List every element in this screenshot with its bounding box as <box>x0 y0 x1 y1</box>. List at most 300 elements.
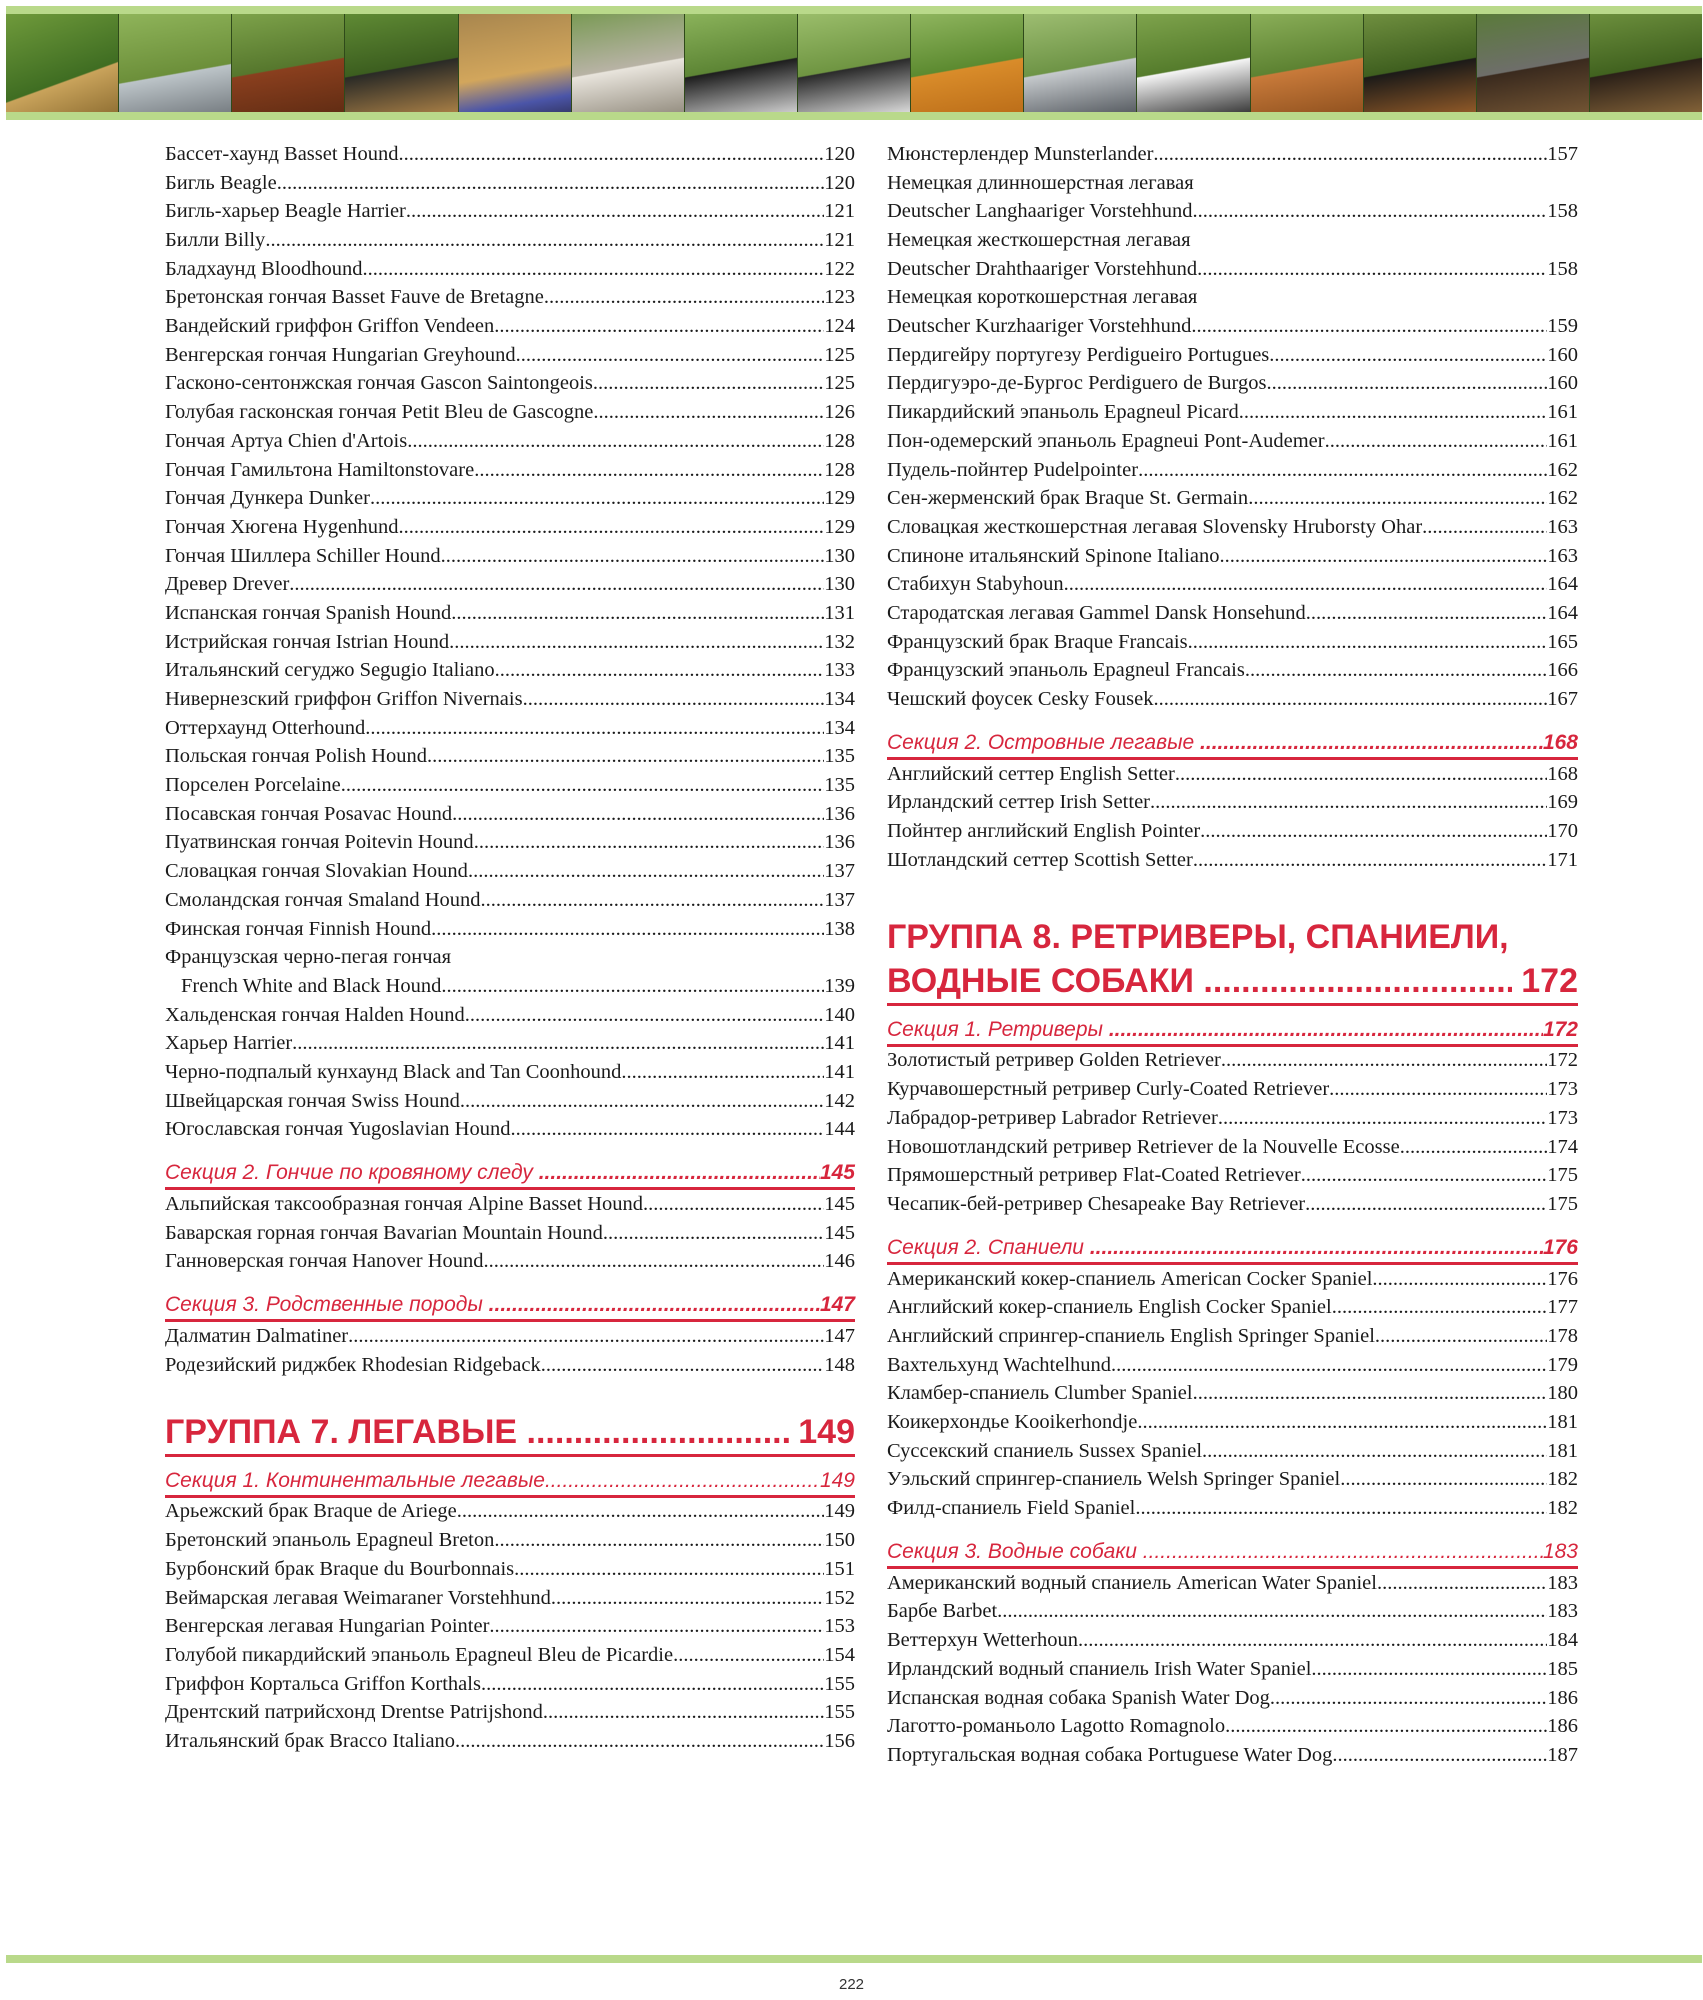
entry-page: 162 <box>1547 487 1578 510</box>
entry-page: 177 <box>1547 1296 1578 1319</box>
entry-title: Словацкая гончая Slovakian Hound <box>165 860 468 883</box>
entry-title: Deutscher Drahthaariger Vorstehhund <box>887 257 1198 280</box>
group-heading-retrievers[interactable]: ГРУППА 8. РЕТРИВЕРЫ, СПАНИЕЛИ, ВОДНЫЕ СОБАКИ ..... 172 <box>887 915 1578 1006</box>
entry-page: 154 <box>824 1643 855 1666</box>
entry-page: 134 <box>824 716 855 739</box>
toc-entry[interactable] <box>887 628 1578 657</box>
toc-entry[interactable] <box>887 599 1578 628</box>
toc-entry[interactable] <box>887 484 1578 513</box>
entry-title: Истрийская гончая Istrian Hound <box>165 630 450 653</box>
header-photo-strip <box>6 14 1702 120</box>
toc-entry[interactable] <box>887 570 1578 599</box>
entry-page: 132 <box>824 630 855 653</box>
toc-entry[interactable] <box>165 742 855 771</box>
toc-entry[interactable] <box>887 1465 1578 1494</box>
toc-entry[interactable] <box>887 140 1578 169</box>
entry-page: 161 <box>1547 429 1578 452</box>
entry-title: Вандейский гриффон Griffon Vendeen <box>165 315 495 338</box>
entry-title: Лаготто-романьоло Lagotto Romagnolo <box>887 1715 1226 1738</box>
toc-entry[interactable] <box>887 1379 1578 1408</box>
entry-page: 131 <box>824 601 855 624</box>
entry-title: Французский эпаньоль Epagneul Francais <box>887 659 1245 682</box>
dog-photo <box>1024 14 1137 120</box>
entry-title: Бретонская гончая Basset Fauve de Bretagne <box>165 286 544 309</box>
entry-title: Испанская гончая Spanish Hound <box>165 601 452 624</box>
entry-page: 160 <box>1547 343 1578 366</box>
toc-entry[interactable] <box>165 1698 855 1727</box>
entry-page: 152 <box>824 1586 855 1609</box>
entry-title: Барбе Barbet <box>887 1600 998 1623</box>
entry-page: 123 <box>824 286 855 309</box>
toc-entry[interactable] <box>165 197 855 226</box>
entry-page: 179 <box>1547 1353 1578 1376</box>
dog-photo <box>1137 14 1250 120</box>
dog-photo <box>572 14 685 120</box>
entry-title: Стабихун Stabyhoun <box>887 573 1064 596</box>
entry-title: Бретонский эпаньоль Epagneul Breton <box>165 1529 495 1552</box>
entry-page: 173 <box>1547 1078 1578 1101</box>
entry-title: Далматин Dalmatiner <box>165 1325 349 1348</box>
toc-entry[interactable] <box>887 1598 1578 1627</box>
entry-title: Португальская водная собака Portuguese Water Dog <box>887 1743 1333 1766</box>
toc-entry[interactable] <box>887 370 1578 399</box>
entry-page: 183 <box>1547 1571 1578 1594</box>
entry-page: 167 <box>1547 688 1578 711</box>
entry-page: 186 <box>1547 1715 1578 1738</box>
toc-entry[interactable] <box>887 456 1578 485</box>
entry-title: Пуатвинская гончая Poitevin Hound <box>165 831 474 854</box>
entry-title: Гончая Дункера Dunker <box>165 487 370 510</box>
toc-entry[interactable] <box>165 829 855 858</box>
entry-title: Гончая Шиллера Schiller Hound <box>165 544 441 567</box>
toc-right-column <box>887 140 1578 1770</box>
toc-entry[interactable] <box>165 140 855 169</box>
toc-entry[interactable] <box>887 1075 1578 1104</box>
toc-entry[interactable] <box>887 846 1578 875</box>
entry-page: 134 <box>824 688 855 711</box>
entry-page: 161 <box>1547 401 1578 424</box>
entry-page: 122 <box>824 257 855 280</box>
toc-entry[interactable] <box>887 341 1578 370</box>
entry-page: 162 <box>1547 458 1578 481</box>
entry-page: 133 <box>824 659 855 682</box>
toc-entry-line: Французская черно-пегая гончая <box>165 946 452 969</box>
entry-title: Сен-жерменский брак Braque St. Germain <box>887 487 1249 510</box>
entry-page: 158 <box>1547 200 1578 223</box>
toc-entry[interactable] <box>165 628 855 657</box>
toc-entry[interactable] <box>887 1161 1578 1190</box>
entry-title: Золотистый ретривер Golden Retriever <box>887 1049 1221 1072</box>
entry-title: Бигль-харьер Beagle Harrier <box>165 200 406 223</box>
entry-title: Пердигейру португезу Perdigueiro Portugues <box>887 343 1270 366</box>
entry-page: 171 <box>1547 848 1578 871</box>
toc-entry[interactable] <box>887 398 1578 427</box>
section-heading-blood-hounds[interactable]: Секция 2. Гончие по кровяному следу ..... 145 <box>165 1159 855 1190</box>
toc-entry[interactable] <box>887 1655 1578 1684</box>
toc-entry[interactable] <box>165 714 855 743</box>
toc-entry[interactable] <box>165 857 855 886</box>
toc-entry[interactable] <box>165 656 855 685</box>
entry-title: Оттерхаунд Otterhound <box>165 716 366 739</box>
entry-title: Альпийская таксообразная гончая Alpine Basset Hound <box>165 1193 644 1216</box>
entry-title: Итальянский брак Bracco Italiano <box>165 1729 456 1752</box>
group-heading-pointers[interactable]: ГРУППА 7. ЛЕГАВЫЕ ..... 149 <box>165 1410 855 1457</box>
entry-title: Харьер Harrier <box>165 1032 293 1055</box>
entry-title: Гасконо-сентонжская гончая Gascon Saintongeois <box>165 372 593 395</box>
entry-page: 181 <box>1547 1439 1578 1462</box>
entry-page: 181 <box>1547 1411 1578 1434</box>
entry-title: Прямошерстный ретривер Flat-Coated Retriever <box>887 1164 1301 1187</box>
entry-page: 164 <box>1547 601 1578 624</box>
toc-entry[interactable] <box>165 1641 855 1670</box>
entry-title: Билли Billy <box>165 229 266 252</box>
toc-entry[interactable] <box>165 1727 855 1756</box>
entry-page: 137 <box>824 888 855 911</box>
toc-entry[interactable] <box>165 1219 855 1248</box>
toc-entry[interactable] <box>887 197 1578 226</box>
entry-title: Гончая Гамильтона Hamiltonstovare <box>165 458 475 481</box>
toc-entry[interactable] <box>887 1133 1578 1162</box>
entry-title: Уэльский спрингер-спаниель Welsh Springer Spaniel <box>887 1468 1341 1491</box>
dog-photo <box>1477 14 1590 120</box>
toc-entry[interactable] <box>165 1029 855 1058</box>
toc-entry[interactable] <box>887 788 1578 817</box>
toc-entry[interactable] <box>165 542 855 571</box>
toc-entry[interactable] <box>887 542 1578 571</box>
entry-page: 156 <box>824 1729 855 1752</box>
entry-page: 182 <box>1547 1497 1578 1520</box>
entry-title: Ирландский водный спаниель Irish Water Spaniel <box>887 1657 1312 1680</box>
toc-entry[interactable] <box>887 1569 1578 1598</box>
entry-title: Английский кокер-спаниель English Cocker Spaniel <box>887 1296 1332 1319</box>
entry-title: Спиноне итальянский Spinone Italiano <box>887 544 1220 567</box>
toc-entry[interactable] <box>165 169 855 198</box>
entry-page: 121 <box>824 229 855 252</box>
header-bottom-green-bar <box>6 112 1702 120</box>
entry-title: Лабрадор-ретривер Labrador Retriever <box>887 1106 1218 1129</box>
section-heading-water-dogs[interactable]: Секция 3. Водные собаки ..... 183 <box>887 1538 1578 1569</box>
entry-page: 170 <box>1547 820 1578 843</box>
toc-entry[interactable] <box>165 915 855 944</box>
entry-title: Ганноверская гончая Hanover Hound <box>165 1250 484 1273</box>
dog-photo <box>119 14 232 120</box>
toc-entry[interactable] <box>887 685 1578 714</box>
section-heading-island-pointers[interactable]: Секция 2. Островные легавые ..... 168 <box>887 729 1578 760</box>
section-heading-related-breeds[interactable]: Секция 3. Родственные породы ..... 147 <box>165 1291 855 1322</box>
entry-title: Гриффон Кортальса Griffon Korthals <box>165 1672 481 1695</box>
entry-page: 165 <box>1547 630 1578 653</box>
entry-title: Стародатская легавая Gammel Dansk Honsehund <box>887 601 1306 624</box>
toc-entry[interactable] <box>165 370 855 399</box>
toc-entry[interactable] <box>887 513 1578 542</box>
entry-page: 172 <box>1547 1049 1578 1072</box>
entry-page: 186 <box>1547 1686 1578 1709</box>
entry-title: Вахтельхунд Wachtelhund <box>887 1353 1112 1376</box>
toc-entry-line: Немецкая короткошерстная легавая <box>887 286 1198 309</box>
entry-page: 129 <box>824 487 855 510</box>
toc-entry[interactable] <box>165 283 855 312</box>
dog-photo <box>232 14 345 120</box>
entry-title: Родезийский риджбек Rhodesian Ridgeback <box>165 1353 541 1376</box>
entry-page: 168 <box>1547 762 1578 785</box>
entry-title: Испанская водная собака Spanish Water Dog <box>887 1686 1270 1709</box>
toc-entry[interactable] <box>165 226 855 255</box>
entry-title: Суссекский спаниель Sussex Spaniel <box>887 1439 1203 1462</box>
toc-entry[interactable] <box>887 1351 1578 1380</box>
entry-page: 173 <box>1547 1106 1578 1129</box>
entry-title: Итальянский сегуджо Segugio Italiano <box>165 659 495 682</box>
entry-page: 141 <box>824 1060 855 1083</box>
entry-title: Голубая гасконская гончая Petit Bleu de Gascogne <box>165 401 594 424</box>
entry-title: Английский спрингер-спаниель English Springer Spaniel <box>887 1324 1375 1347</box>
entry-page: 164 <box>1547 573 1578 596</box>
entry-title: Американский кокер-спаниель American Cocker Spaniel <box>887 1267 1373 1290</box>
entry-page: 142 <box>824 1089 855 1112</box>
entry-page: 178 <box>1547 1324 1578 1347</box>
section-heading-retrievers[interactable]: Секция 1. Ретриверы ..... 172 <box>887 1016 1578 1047</box>
toc-entry[interactable] <box>165 1247 855 1276</box>
toc-entry[interactable] <box>887 1190 1578 1219</box>
entry-title: Deutscher Langhaariger Vorstehhund <box>887 200 1193 223</box>
entry-page: 155 <box>824 1701 855 1724</box>
entry-title: Пердигуэро-де-Бургос Perdiguero de Burgos <box>887 372 1267 395</box>
top-green-bar <box>6 6 1702 14</box>
entry-title: Пойнтер английский English Pointer <box>887 820 1201 843</box>
entry-title: Deutscher Kurzhaariger Vorstehhund <box>887 315 1192 338</box>
entry-title: Мюнстерлендер Munsterlander <box>887 142 1154 165</box>
toc-entry[interactable] <box>887 1265 1578 1294</box>
toc-entry[interactable] <box>165 427 855 456</box>
dog-photo <box>1590 14 1702 120</box>
entry-page: 136 <box>824 802 855 825</box>
entry-page: 139 <box>824 974 855 997</box>
entry-page: 146 <box>824 1250 855 1273</box>
entry-page: 130 <box>824 544 855 567</box>
toc-entry[interactable] <box>165 341 855 370</box>
entry-page: 163 <box>1547 544 1578 567</box>
toc-entry[interactable] <box>887 312 1578 341</box>
section-heading-spaniels[interactable]: Секция 2. Спаниели ..... 176 <box>887 1234 1578 1265</box>
toc-entry[interactable] <box>887 255 1578 284</box>
entry-page: 136 <box>824 831 855 854</box>
toc-entry[interactable] <box>887 817 1578 846</box>
entry-page: 128 <box>824 458 855 481</box>
toc-entry[interactable] <box>887 1712 1578 1741</box>
entry-page: 180 <box>1547 1382 1578 1405</box>
entry-page: 141 <box>824 1032 855 1055</box>
toc-entry[interactable] <box>165 1322 855 1351</box>
entry-title: Хальденская гончая Halden Hound <box>165 1003 465 1026</box>
entry-title: Югославская гончая Yugoslavian Hound <box>165 1118 511 1141</box>
toc-entry[interactable] <box>165 513 855 542</box>
entry-title: Веттерхун Wetterhoun <box>887 1629 1078 1652</box>
entry-title: Пон-одемерский эпаньоль Epagneui Pont-Audemer <box>887 429 1325 452</box>
toc-entry[interactable] <box>165 1555 855 1584</box>
dog-photo <box>1251 14 1364 120</box>
entry-page: 125 <box>824 372 855 395</box>
entry-title: Ирландский сеттер Irish Setter <box>887 791 1150 814</box>
toc-entry[interactable] <box>887 1047 1578 1076</box>
toc-entry[interactable] <box>165 1612 855 1641</box>
entry-page: 135 <box>824 745 855 768</box>
entry-page: 137 <box>824 860 855 883</box>
entry-title: Новошотландский ретривер Retriever de la Nouvelle Ecosse <box>887 1135 1400 1158</box>
entry-page: 147 <box>824 1325 855 1348</box>
entry-title: Древер Drever <box>165 573 290 596</box>
toc-entry[interactable] <box>165 972 855 1001</box>
toc-entry[interactable] <box>165 255 855 284</box>
toc-entry[interactable] <box>887 760 1578 789</box>
toc-entry[interactable] <box>165 800 855 829</box>
entry-page: 148 <box>824 1353 855 1376</box>
toc-entry[interactable] <box>165 685 855 714</box>
toc-entry[interactable] <box>887 1494 1578 1523</box>
entry-page: 135 <box>824 774 855 797</box>
toc-entry[interactable] <box>887 1741 1578 1770</box>
toc-entry[interactable] <box>887 1104 1578 1133</box>
entry-page: 182 <box>1547 1468 1578 1491</box>
toc-entry[interactable] <box>887 1408 1578 1437</box>
entry-page: 149 <box>824 1500 855 1523</box>
entry-page: 175 <box>1547 1192 1578 1215</box>
entry-title: Американский водный спаниель American Water Spaniel <box>887 1571 1377 1594</box>
toc-entry[interactable] <box>165 456 855 485</box>
toc-entry[interactable] <box>165 1584 855 1613</box>
toc-entry[interactable] <box>165 312 855 341</box>
entry-title: Словацкая жесткошерстная легавая Slovensky Hruborsty Ohar <box>887 515 1423 538</box>
entry-page: 145 <box>824 1193 855 1216</box>
entry-page: 158 <box>1547 257 1578 280</box>
entry-page: 176 <box>1547 1267 1578 1290</box>
toc-entry[interactable] <box>165 1087 855 1116</box>
entry-page: 174 <box>1547 1135 1578 1158</box>
entry-title: Польская гончая Polish Hound <box>165 745 428 768</box>
toc-entry-line: Немецкая жесткошерстная легавая <box>887 229 1191 252</box>
entry-page: 120 <box>824 142 855 165</box>
toc-entry[interactable] <box>887 1684 1578 1713</box>
entry-page: 159 <box>1547 315 1578 338</box>
entry-title: Порселен Porcelaine <box>165 774 341 797</box>
entry-title: Голубой пикардийский эпаньоль Epagneul Bleu de Picardie <box>165 1643 674 1666</box>
toc-entry[interactable] <box>165 1526 855 1555</box>
toc-entry[interactable] <box>165 1115 855 1144</box>
toc-entry[interactable] <box>887 656 1578 685</box>
entry-title: Смоландская гончая Smaland Hound <box>165 888 481 911</box>
toc-entry[interactable] <box>165 398 855 427</box>
entry-title: Пудель-пойнтер Pudelpointer <box>887 458 1139 481</box>
entry-title: Арьежский брак Braque de Ariege <box>165 1500 457 1523</box>
entry-page: 140 <box>824 1003 855 1026</box>
toc-entry[interactable] <box>165 599 855 628</box>
toc-entry[interactable] <box>887 1293 1578 1322</box>
entry-title: French White and Black Hound <box>181 974 442 997</box>
entry-title: Кламбер-спаниель Clumber Spaniel <box>887 1382 1193 1405</box>
entry-title: Бурбонский брак Braque du Bourbonnais <box>165 1557 515 1580</box>
entry-title: Бассет-хаунд Basset Hound <box>165 142 399 165</box>
entry-title: Английский сеттер English Setter <box>887 762 1175 785</box>
toc-entry[interactable] <box>165 1190 855 1219</box>
entry-title: Дрентский патрийсхонд Drentse Patrijshond <box>165 1701 543 1724</box>
toc-entry[interactable] <box>165 1351 855 1380</box>
toc-entry[interactable] <box>165 1001 855 1030</box>
entry-page: 151 <box>824 1557 855 1580</box>
entry-page: 184 <box>1547 1629 1578 1652</box>
entry-page: 129 <box>824 515 855 538</box>
section-heading-continental-pointers[interactable]: Секция 1. Континентальные легавые ..... 149 <box>165 1467 855 1498</box>
entry-page: 157 <box>1547 142 1578 165</box>
toc-entry[interactable] <box>165 771 855 800</box>
entry-title: Филд-спаниель Field Spaniel <box>887 1497 1136 1520</box>
entry-page: 187 <box>1547 1743 1578 1766</box>
dog-photo <box>685 14 798 120</box>
entry-title: Веймарская легавая Weimaraner Vorstehhund <box>165 1586 551 1609</box>
entry-page: 150 <box>824 1529 855 1552</box>
entry-title: Нивернезский гриффон Griffon Nivernais <box>165 688 523 711</box>
toc-entry[interactable] <box>165 1498 855 1527</box>
entry-title: Коикерхондье Kooikerhondje <box>887 1411 1138 1434</box>
entry-title: Швейцарская гончая Swiss Hound <box>165 1089 460 1112</box>
entry-title: Чешский фоусек Cesky Fousek <box>887 688 1154 711</box>
toc-entry[interactable] <box>887 1322 1578 1351</box>
entry-page: 120 <box>824 171 855 194</box>
toc-entry[interactable] <box>887 1437 1578 1466</box>
dog-photo <box>1364 14 1477 120</box>
entry-page: 185 <box>1547 1657 1578 1680</box>
entry-page: 166 <box>1547 659 1578 682</box>
toc-entry[interactable] <box>165 484 855 513</box>
entry-page: 121 <box>824 200 855 223</box>
toc-entry[interactable] <box>887 427 1578 456</box>
toc-entry[interactable] <box>165 886 855 915</box>
entry-page: 163 <box>1547 515 1578 538</box>
entry-page: 130 <box>824 573 855 596</box>
entry-page: 125 <box>824 343 855 366</box>
entry-title: Финская гончая Finnish Hound <box>165 917 432 940</box>
entry-title: Пикардийский эпаньоль Epagneul Picard <box>887 401 1239 424</box>
entry-title: Курчавошерстный ретривер Curly-Coated Retriever <box>887 1078 1330 1101</box>
entry-title: Баварская горная гончая Bavarian Mountain Hound <box>165 1221 603 1244</box>
entry-title: Чесапик-бей-ретривер Chesapeake Bay Retriever <box>887 1192 1306 1215</box>
toc-entry[interactable] <box>165 570 855 599</box>
entry-title: Черно-подпалый кунхаунд Black and Tan Coonhound <box>165 1060 622 1083</box>
entry-title: Гончая Артуа Chien d'Artois <box>165 429 408 452</box>
toc-entry[interactable] <box>887 1626 1578 1655</box>
entry-page: 124 <box>824 315 855 338</box>
entry-page: 160 <box>1547 372 1578 395</box>
toc-entry-line: Немецкая длинношерстная легавая <box>887 171 1194 194</box>
bottom-green-bar <box>6 1955 1702 1963</box>
toc-entry[interactable] <box>165 1670 855 1699</box>
entry-page: 169 <box>1547 791 1578 814</box>
toc-entry[interactable] <box>165 1058 855 1087</box>
entry-page: 144 <box>824 1118 855 1141</box>
entry-title: Венгерская гончая Hungarian Greyhound <box>165 343 516 366</box>
entry-page: 153 <box>824 1615 855 1638</box>
entry-title: Французский брак Braque Francais <box>887 630 1188 653</box>
entry-page: 183 <box>1547 1600 1578 1623</box>
entry-page: 155 <box>824 1672 855 1695</box>
entry-title: Гончая Хюгена Hygenhund <box>165 515 399 538</box>
entry-title: Бигль Beagle <box>165 171 277 194</box>
entry-title: Бладхаунд Bloodhound <box>165 257 363 280</box>
dog-photo <box>345 14 458 120</box>
dog-photo <box>6 14 119 120</box>
entry-page: 138 <box>824 917 855 940</box>
page-number: 222 <box>838 1976 865 1993</box>
entry-page: 128 <box>824 429 855 452</box>
entry-page: 145 <box>824 1221 855 1244</box>
entry-page: 126 <box>824 401 855 424</box>
